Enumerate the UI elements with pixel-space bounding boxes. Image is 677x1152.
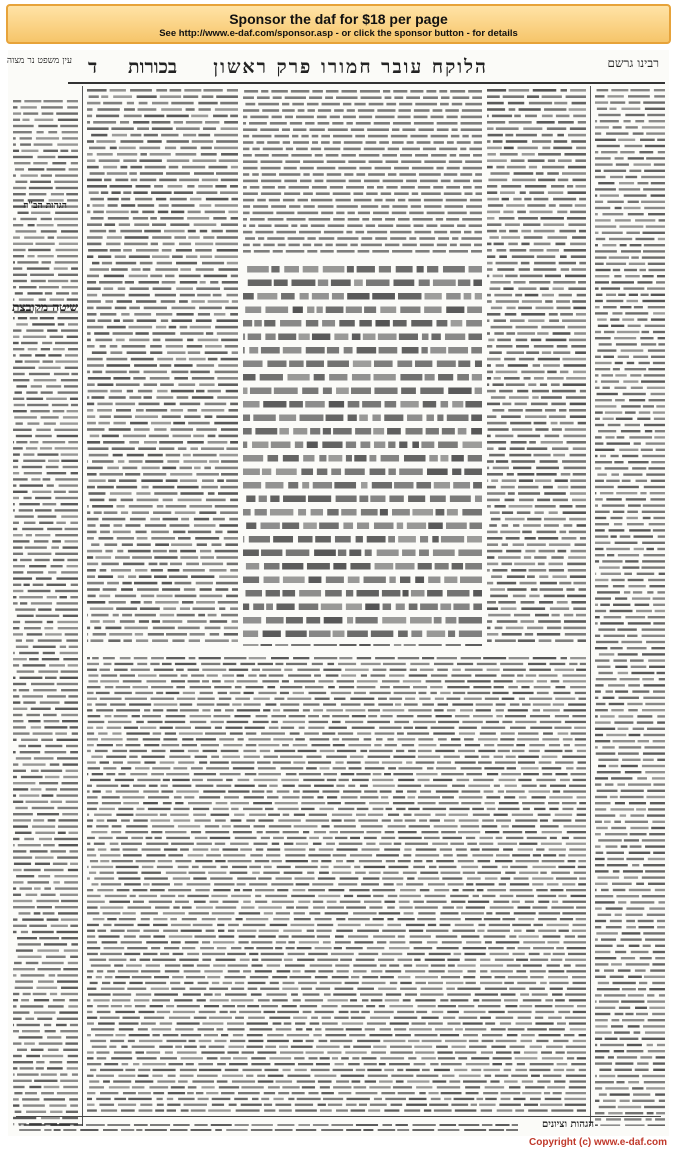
sponsor-title: Sponsor the daf for $18 per page bbox=[229, 11, 448, 27]
sponsor-subtitle: See http://www.e-daf.com/sponsor.asp - or click the sponsor button - for details bbox=[159, 28, 518, 39]
divider-left bbox=[82, 86, 83, 1126]
rashi-lines bbox=[486, 86, 586, 646]
header-rule bbox=[68, 82, 665, 84]
talmud-page bbox=[8, 50, 669, 1136]
gemara-top-lines bbox=[242, 86, 482, 261]
header-daf-number: ד bbox=[88, 56, 98, 78]
footnotes bbox=[18, 1120, 518, 1134]
lower-commentary bbox=[86, 654, 586, 1114]
header-ein-mishpat: עין משפט נר מצוה bbox=[6, 56, 72, 66]
sponsor-banner[interactable] bbox=[6, 4, 671, 44]
gemara-column bbox=[242, 86, 482, 646]
divider-right bbox=[590, 86, 591, 1126]
header-rabbeinu-gershom: רבינו גרשם bbox=[607, 56, 659, 70]
footnotes-lines bbox=[18, 1121, 518, 1134]
lower-lines bbox=[86, 654, 586, 1114]
copyright-notice: Copyright (c) www.e-daf.com bbox=[529, 1137, 667, 1148]
tosafot-column bbox=[86, 86, 238, 646]
hagahot-bottom-heading: הגהות וציונים bbox=[541, 1119, 595, 1130]
left-sidebar-text bbox=[12, 86, 78, 1126]
header-chapter-title: הלוקח עובר חמורו פרק ראשון bbox=[213, 56, 488, 78]
hagahot-heading: הגהות הב"ח bbox=[23, 201, 67, 211]
header-tractate: בכורות bbox=[128, 56, 178, 78]
rashi-column bbox=[486, 86, 586, 646]
shita-heading: שיטה מקובצת bbox=[12, 300, 78, 314]
tosafot-lines bbox=[86, 86, 238, 646]
rabbeinu-gershom-column bbox=[594, 86, 665, 1126]
gershom-lines bbox=[594, 86, 665, 1126]
footer-rule bbox=[16, 1116, 661, 1117]
sb-left-lines bbox=[12, 86, 78, 1126]
